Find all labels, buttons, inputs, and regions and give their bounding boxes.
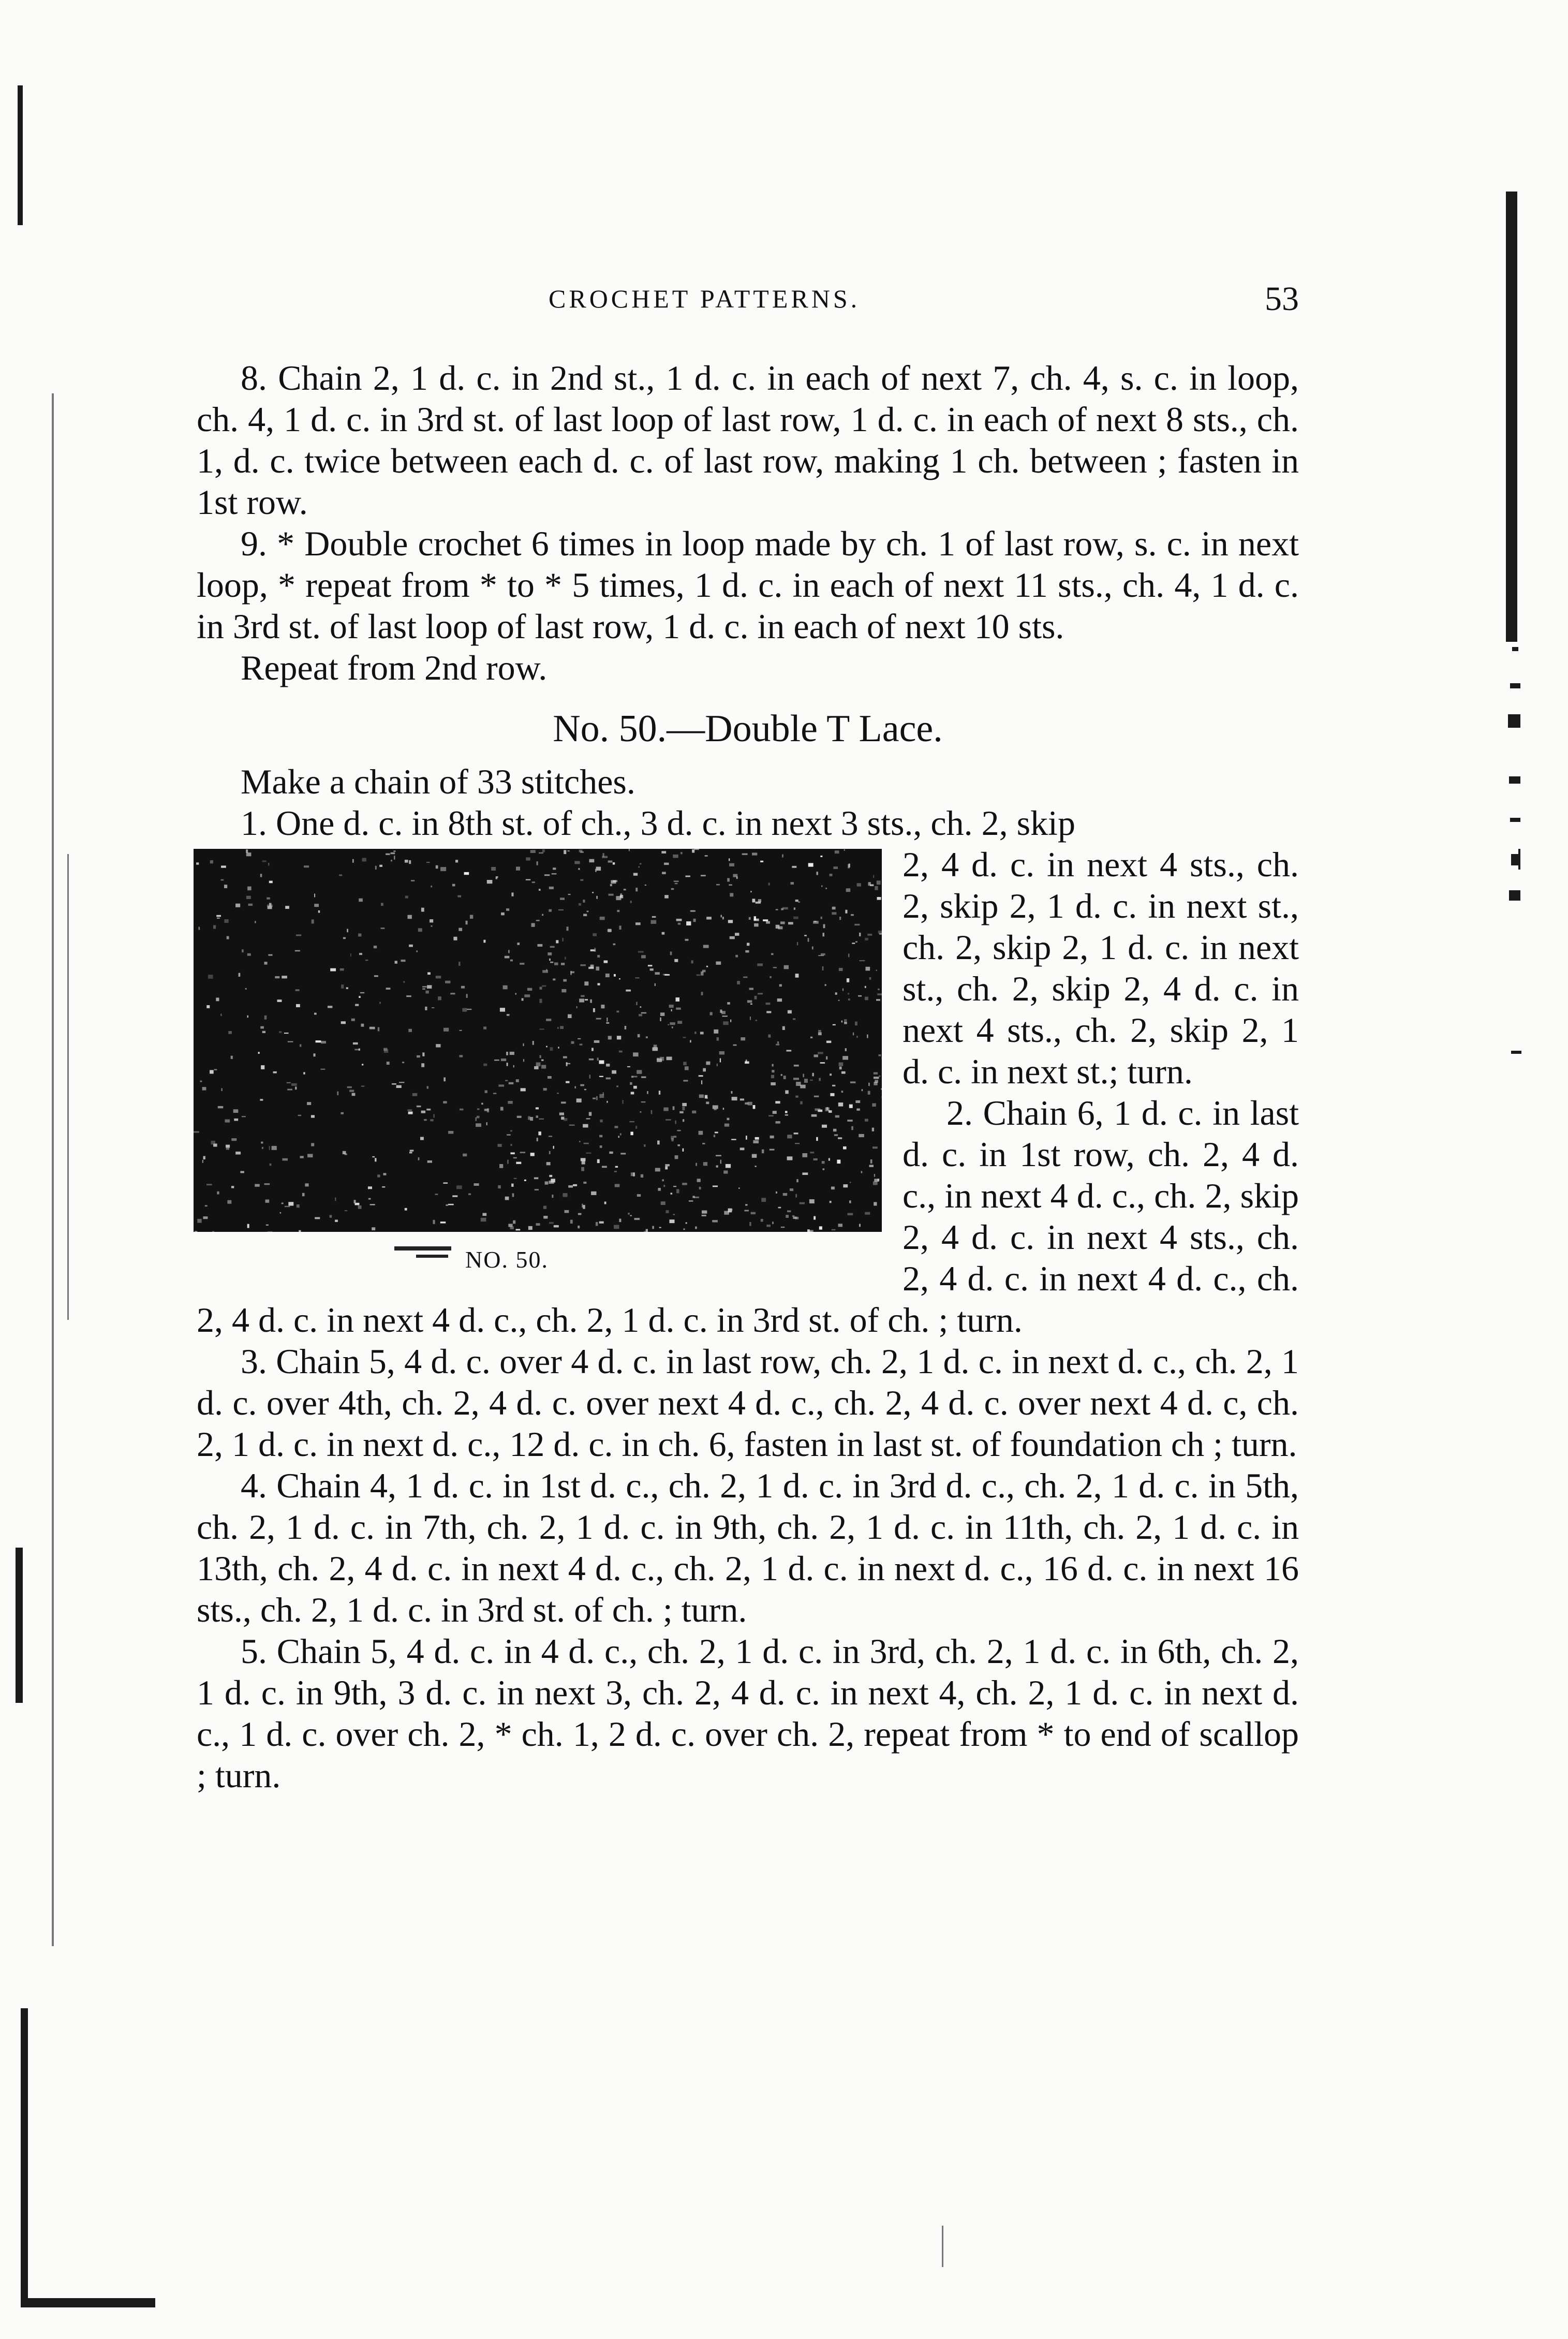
figure-caption [194,1232,882,1273]
lace-photo [194,849,882,1232]
paragraph-row-4: 4. Chain 4, 1 d. c. in 1st d. c., ch. 2, 1 d. c. in 3rd d. c., ch. 2, 1 d. c. in 5th, ch. 2, 1 d. c. in 7th, ch. 2, 1 d. c. in 9th, ch. 2, 1 d. c. in 11th, ch. 2, 1 d. c. in 13th, ch. 2, 4 d. c. in next 4 d. c., ch. 2, 1 d. c. in next d. c., 16 d. c. in next 16 sts., ch. 2, 1 d. c. in 3rd st. of ch. ; turn. [197,1466,1299,1629]
paragraph-row-1-cont: 2, 4 d. c. in next 4 sts., ch. 2, skip 2, 1 d. c. in next st., ch. 2, skip 2, 1 d. c. in next st., ch. 2, skip 2, 4 d. c. in next 4 sts., ch. 2, skip 2, 1 d. c. in next st.; turn. [903,845,1299,1091]
paragraph-intro: Make a chain of 33 stitches. [241,762,635,801]
caption-rule [394,1246,451,1251]
page-number: 53 [1265,280,1299,318]
caption-rule-short [416,1255,448,1258]
paragraph-row-2: 2. Chain 6, 1 d. c. in last d. c. in 1st row, ch. 2, 4 d. c., in next 4 d. c., ch. 2, skip 2, 4 d. c. in next 4 sts., ch. 2, 4 d. c. in next 4 d. c., ch. 2, 4 d. c. in next 4 d. c., ch. 2, 1 d. c. in 3rd st. of ch. ; turn. [197,1093,1299,1340]
paragraph-row-9: 9. * Double crochet 6 times in loop made by ch. 1 of last row, s. c. in next loop, * repeat from * to * 5 times, 1 d. c. in each of next 11 sts., ch. 4, 1 d. c. in 3rd st. of last loop of last row, 1 d. c. in each of next 10 sts. [197,524,1299,646]
paragraph-repeat: Repeat from 2nd row. [241,648,548,687]
lace-figure [194,849,882,1273]
pattern-heading: No. 50.—Double T Lace. [553,708,943,750]
figure-caption-text: NO. 50. [465,1246,549,1273]
paragraph-row-8: 8. Chain 2, 1 d. c. in 2nd st., 1 d. c. in each of next 7, ch. 4, s. c. in loop, ch. 4, 1 d. c. in 3rd st. of last loop of last row, 1 d. c. in each of next 8 sts., ch. 1, d. c. twice between each d. c. of last row, making 1 ch. between ; fasten in 1st row. [197,358,1299,522]
paragraph-row-1-lead: 1. One d. c. in 8th st. of ch., 3 d. c. in next 3 sts., ch. 2, skip [241,803,1075,843]
paragraph-row-5: 5. Chain 5, 4 d. c. in 4 d. c., ch. 2, 1 d. c. in 3rd, ch. 2, 1 d. c. in 6th, ch. 2, 1 d. c. in 9th, 3 d. c. in next 3, ch. 2, 4 d. c. in next 4, ch. 2, 1 d. c. in next d. c., 1 d. c. over ch. 2, * ch. 1, 2 d. c. over ch. 2, repeat from * to end of scallop ; turn. [197,1631,1299,1795]
body-text [197,357,1299,1796]
running-head [0,280,1568,320]
paragraph-row-3: 3. Chain 5, 4 d. c. over 4 d. c. in last row, ch. 2, 1 d. c. in next d. c., ch. 2, 1 d. c. over 4th, ch. 2, 4 d. c. over next 4 d. c., ch. 2, 4 d. c. over next 4 d. c, ch. 2, 1 d. c. in next d. c., 12 d. c. in ch. 6, fasten in last st. of foundation ch ; turn. [197,1342,1299,1464]
lace-texture [194,849,882,1232]
running-head-title: CROCHET PATTERNS. [549,284,861,313]
